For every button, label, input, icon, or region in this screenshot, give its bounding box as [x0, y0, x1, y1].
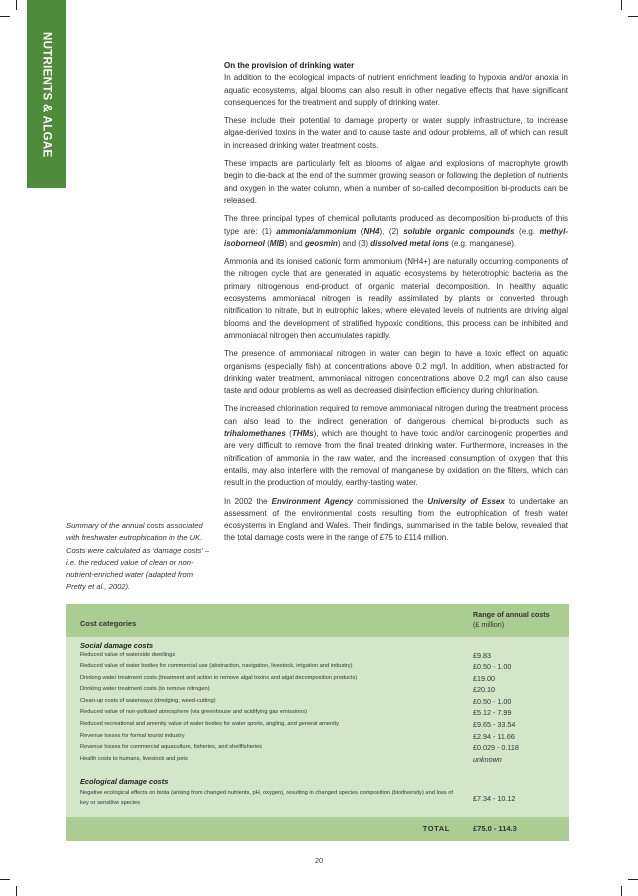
table-caption: Summary of the annual costs associated with freshwater eutrophication in the UK. Costs were calculated as 'damage costs' – i.e. the reduced value of clean or non-nutrient-enriched water (adapted from Pretty et al., 2002). [66, 521, 210, 592]
cost-table [66, 604, 569, 841]
table-row: Negative ecological effects on biota (arising from changed nutrients, pH, oxygen), resulting in changed species composition (biodiversity) and loss of key or sensitive species £7.34 - 10.12 [80, 790, 516, 806]
crop-mark [16, 886, 17, 896]
paragraph: Ammonia and its ionised cationic form ammonium (NH4+) are naturally occurring components of the nitrogen cycle that are generated in aquatic ecosystems by heterotrophic bacteria as the primary nitrogenous end-product of organic material decomposition. In healthy aquatic ecosystems ammoniacal nitrogen is readily assimilated by plants or converted through nitrification to nitrate, but in eutrophic lakes, where elevated levels of nutrients are driving algal blooms and the development of stratified hypoxic conditions, this process can be inhibited and ammoniacal nitrogen then accumulates rapidly. [224, 257, 568, 340]
table-row: Drinking water treatment costs (to remove nitrogen) £20.10 [80, 685, 495, 694]
crop-mark [621, 0, 622, 10]
table-row: Drinking water treatment costs (treatment and action to remove algal toxins and algal decomposition products) £19.00 [80, 674, 495, 683]
paragraph: The presence of ammoniacal nitrogen in water can begin to have a toxic effect on aquatic organisms (especially fish) at concentrations above 0.2 mg/l. In addition, when abstracted for drinking water treatment, ammoniacal nitrogen concentrations above 0.2 mg/l can also cause taste and odour problems as well as decreased disinfection efficiency during chlorination. [224, 349, 568, 396]
crop-mark [0, 879, 10, 880]
paragraph: The three principal types of chemical pollutants produced as decomposition bi-products of this type are: (1) ammonia/ammonium (NH4), (2) soluble organic compounds (e.g. methyl-isoborneol (MIB) and geosmin) and (3) dissolved metal ions (e.g. manganese). [224, 214, 569, 248]
table-row: Reduced value of waterside dwellings £9.83 [80, 651, 491, 660]
col-header-categories: Cost categories [80, 619, 137, 628]
table-row: Revenue losses for commercial aquaculture, fisheries, and shellfisheries £0.029 - 0.118 [80, 743, 519, 752]
table-header [66, 604, 569, 637]
total-label: TOTAL [422, 824, 450, 833]
section-label: NUTRIENTS & ALGAE [40, 32, 53, 158]
total-value: £75.0 - 114.3 [473, 824, 517, 833]
crop-mark [628, 16, 638, 17]
table-total-row [66, 817, 569, 841]
crop-mark [628, 879, 638, 880]
paragraph: In 2002 the Environment Agency commissioned the University of Essex to undertake an assessment of the environmental costs resulting from the eutrophication of fresh water ecosystems in England and Wales. Their findings, summarised in the table below, revealed that the total damage costs were in the range of £75 to £114 million. [224, 496, 568, 543]
paragraph: These include their potential to damage property or water supply infrastructure, to increase algae-derived toxins in the water and to cause taste and odour problems, all of which can result in increased drinking water treatment costs. [224, 116, 568, 150]
section-title-ecological: Ecological damage costs [80, 777, 169, 786]
paragraph: In addition to the ecological impacts of nutrient enrichment leading to hypoxia and/or anoxia in aquatic ecosystems, algal blooms can also result in other negative effects that have significant consequences for the treatment and supply of drinking water. [224, 73, 568, 107]
crop-mark [16, 0, 17, 10]
table-row: Reduced value of water bodies for commercial use (abstraction, navigation, livestock, irrigation and industry) £0.50 - 1.00 [80, 662, 512, 671]
section-title-social: Social damage costs [80, 641, 154, 650]
page-number: 20 [314, 856, 324, 865]
main-text [224, 60, 568, 545]
section-heading: On the provision of drinking water [224, 61, 355, 70]
table-row: Health costs to humans, livestock and pets unknown [80, 755, 502, 764]
paragraph: The increased chlorination required to remove ammoniacal nitrogen during the treatment process can also lead to the indirect generation of dangerous chemical bi-products such as trihalomethanes (THMs), which are thought to have toxic and/or carcinogenic properties and are very difficult to remove from the final treated drinking water. Furthermore, increases in the nitrification of ammonia in the raw water, and the increased consumption of oxygen that this entails, may also interfere with the removal of manganese by oxidation on the filters, which can result in the production of mouldy, earthy-tasting water. [224, 404, 568, 488]
table-row: Reduced recreational and amenity value of water bodies for water sports, angling, and general amenity £9.65 - 33.54 [80, 720, 516, 729]
table-row: Revenue losses for formal tourist industry £2.94 - 11.66 [80, 732, 515, 741]
crop-mark [621, 886, 622, 896]
crop-mark [0, 16, 10, 17]
paragraph: These impacts are particularly felt as blooms of algae and explosions of macrophyte growth begin to die-back at the end of the summer growing season or following the depletion of nutrients and oxygen in the water column, when a number of so-called decomposition bi-products can be released. [224, 159, 568, 205]
table-row: Reduced value of non-polluted atmosphere (via greenhouse and acidifying gas emissions) £5.12 - 7.99 [80, 708, 512, 717]
col-header-range: Range of annual costs (£ million) [473, 610, 550, 629]
table-row: Clean-up costs of waterways (dredging, weed-cutting) £0.50 - 1.00 [80, 697, 512, 706]
